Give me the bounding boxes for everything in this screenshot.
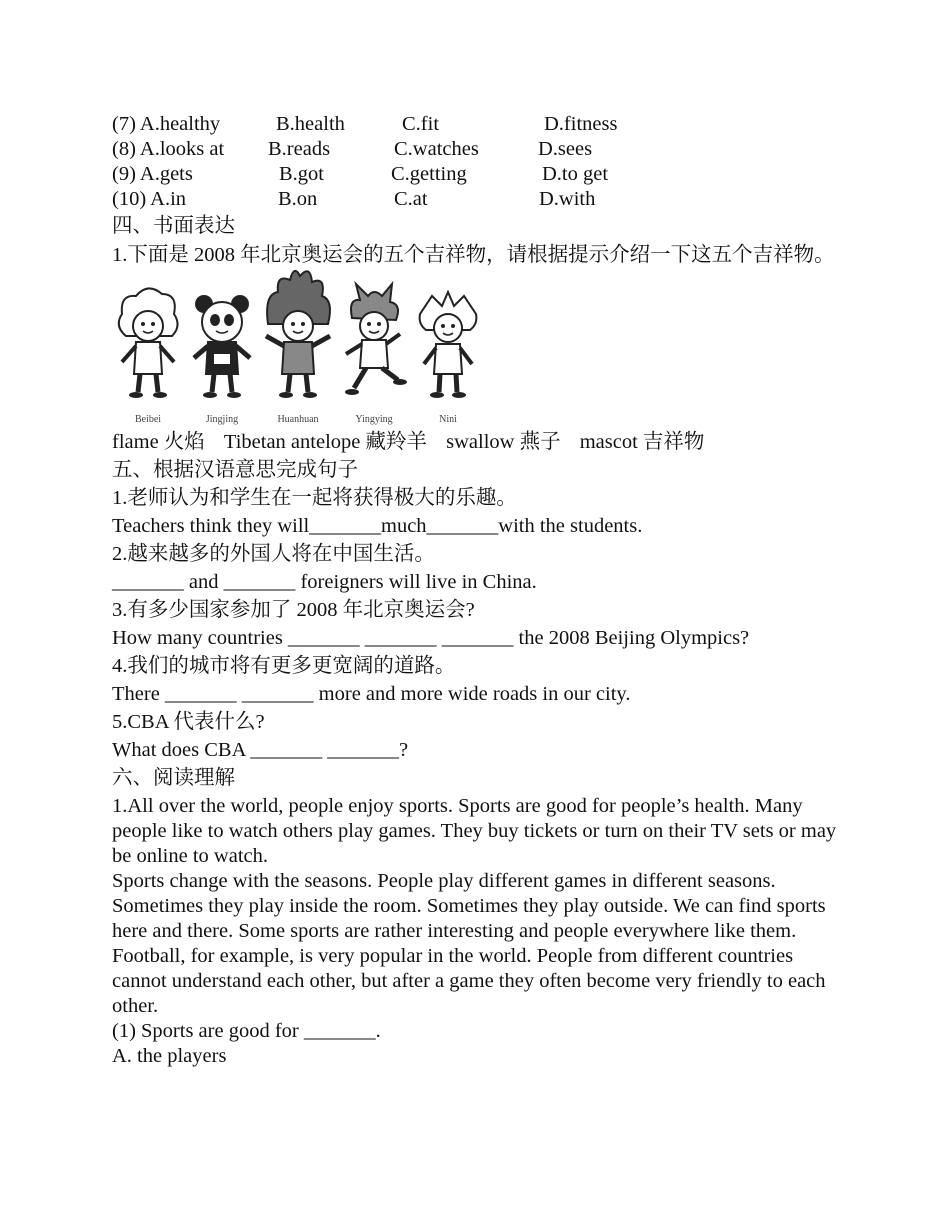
s5-item-1-en: Teachers think they will_______much_______with the students. bbox=[112, 515, 643, 537]
option-c: C.watches bbox=[394, 138, 479, 160]
option-row-9 bbox=[112, 162, 842, 187]
jingjing-icon bbox=[186, 274, 258, 410]
option-c: C.fit bbox=[402, 113, 440, 135]
s5-item-3-cn: 3.有多少国家参加了 2008 年北京奥运会? bbox=[112, 599, 475, 621]
mascot-huanhuan bbox=[260, 274, 332, 426]
mascot-name: Jingjing bbox=[205, 414, 239, 425]
option-d: D.fitness bbox=[544, 113, 618, 135]
s5-item-2-en: _______ and _______ foreigners will live in China. bbox=[112, 571, 537, 593]
options-block bbox=[112, 112, 842, 212]
option-d: D.sees bbox=[538, 138, 593, 160]
mascot-beibei bbox=[112, 274, 184, 426]
s5-item-1-cn: 1.老师认为和学生在一起将获得极大的乐趣。 bbox=[112, 487, 517, 509]
section-4-heading: 四、书面表达 bbox=[112, 215, 235, 237]
option-row-7 bbox=[112, 112, 842, 137]
question-1-option-a: A. the players bbox=[112, 1045, 227, 1067]
s5-item-5-cn: 5.CBA 代表什么? bbox=[112, 711, 265, 733]
option-row-8 bbox=[112, 137, 842, 162]
section-6-heading: 六、阅读理解 bbox=[112, 767, 235, 789]
s5-item-2-cn: 2.越来越多的外国人将在中国生活。 bbox=[112, 543, 435, 565]
option-a: (10) A.in bbox=[112, 188, 187, 210]
mascot-jingjing bbox=[186, 274, 258, 426]
mascot-name: Huanhuan bbox=[277, 414, 319, 425]
option-d: D.with bbox=[539, 188, 596, 210]
document-page bbox=[112, 112, 842, 1069]
s5-item-4-en: There _______ _______ more and more wide roads in our city. bbox=[112, 683, 631, 705]
mascot-name: Nini bbox=[439, 414, 457, 425]
huanhuan-icon bbox=[260, 264, 336, 410]
s5-item-5-en: What does CBA _______ _______? bbox=[112, 739, 409, 761]
vocab-item: mascot 吉祥物 bbox=[579, 431, 705, 453]
reading-paragraph-2: Sports change with the seasons. People play different games in different seasons. Sometimes they play inside the room. Sometimes they play outside. We can find sports here and there. Some sports are rather interesting and people everywhere like them. Football, for example, is very popular in the world. People from different countries cannot understand each other, but after a game they often become very friendly to each other. bbox=[112, 870, 826, 1017]
option-a: (9) A.gets bbox=[112, 163, 193, 185]
yingying-icon bbox=[338, 274, 410, 410]
option-c: C.getting bbox=[391, 163, 467, 185]
mascot-yingying bbox=[338, 274, 410, 426]
option-row-10 bbox=[112, 187, 842, 212]
vocab-item: Tibetan antelope 藏羚羊 bbox=[223, 431, 427, 453]
question-1: (1) Sports are good for _______. bbox=[112, 1020, 381, 1042]
vocab-hints bbox=[112, 430, 842, 455]
reading-paragraph-1: 1.All over the world, people enjoy sports. Sports are good for people’s health. Many people like to watch others play games. They buy tickets or turn on their TV sets or may be online to watch. bbox=[112, 795, 837, 867]
beibei-icon bbox=[112, 274, 184, 410]
option-b: B.on bbox=[278, 188, 318, 210]
section-4-prompt: 1.下面是 2008 年北京奥运会的五个吉祥物，请根据提示介绍一下这五个吉祥物。 bbox=[112, 244, 835, 266]
nini-icon bbox=[412, 274, 484, 410]
vocab-item: flame 火焰 bbox=[112, 431, 205, 453]
option-a: (7) A.healthy bbox=[112, 113, 221, 135]
mascot-name: Beibei bbox=[134, 414, 162, 425]
s5-item-4-cn: 4.我们的城市将有更多更宽阔的道路。 bbox=[112, 655, 456, 677]
option-b: B.reads bbox=[268, 138, 331, 160]
option-d: D.to get bbox=[542, 163, 609, 185]
mascot-image bbox=[112, 274, 842, 426]
vocab-item: swallow 燕子 bbox=[446, 431, 561, 453]
s5-item-3-en: How many countries _______ _______ _______ the 2008 Beijing Olympics? bbox=[112, 627, 750, 649]
mascot-nini bbox=[412, 274, 484, 426]
option-b: B.health bbox=[276, 113, 345, 135]
mascot-name: Yingying bbox=[355, 414, 393, 425]
option-c: C.at bbox=[394, 188, 428, 210]
section-5-heading: 五、根据汉语意思完成句子 bbox=[112, 459, 358, 481]
option-a: (8) A.looks at bbox=[112, 138, 225, 160]
option-b: B.got bbox=[279, 163, 324, 185]
